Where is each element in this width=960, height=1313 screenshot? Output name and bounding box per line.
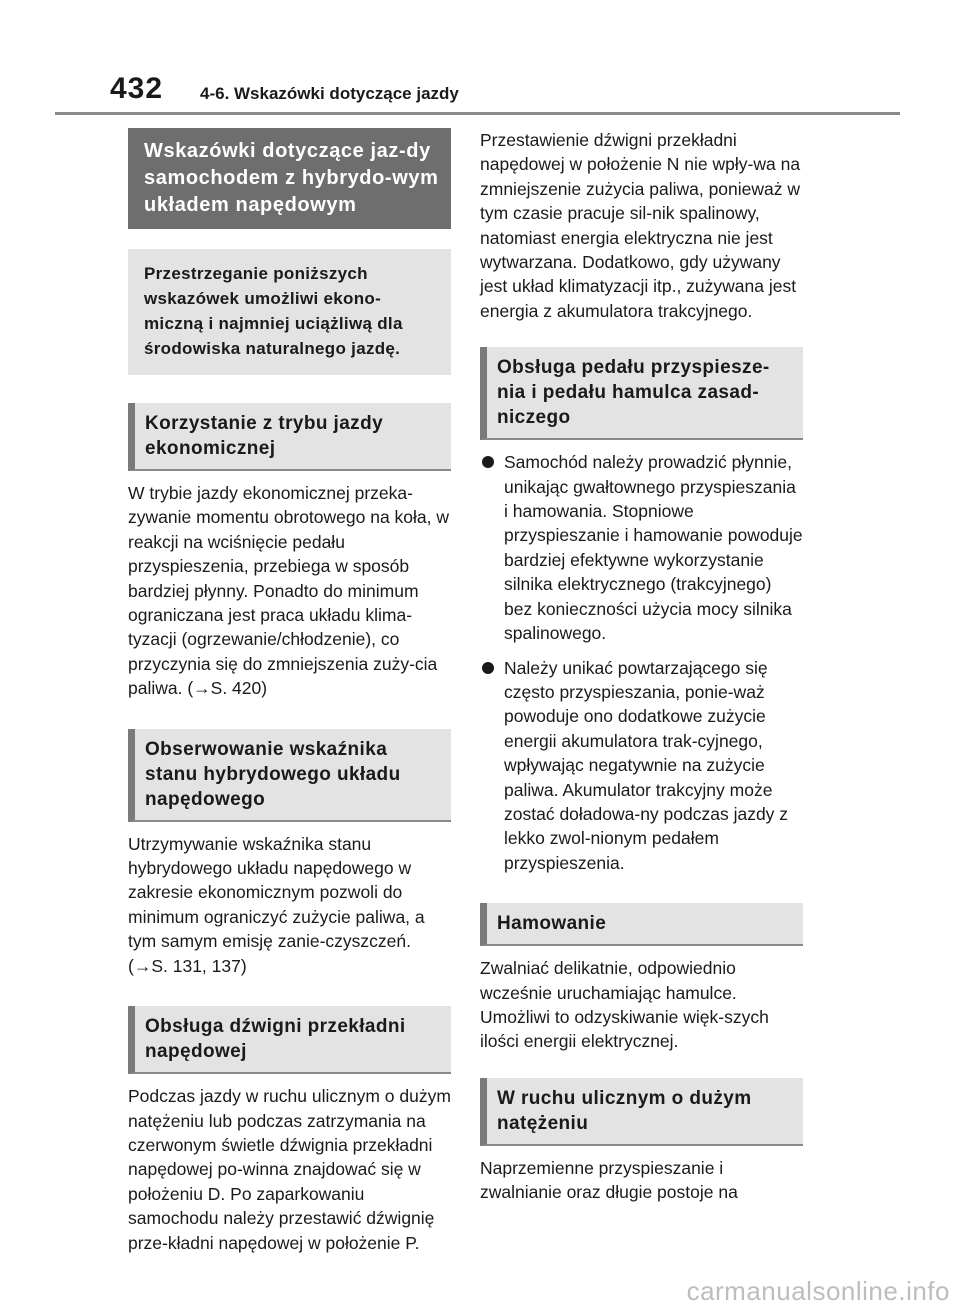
heading-braking: Hamowanie: [480, 903, 803, 946]
paragraph-shift-continued: Przestawienie dźwigni przekładni napędowej w położenie N nie wpły-wa na zmniejszenie zużycia paliwa, ponieważ w tym czasie pracuje sil-nik spalinowy, natomiast energia elektryczna nie jest wytwarzana. Dodatkowo, gdy używany jest układ klimatyzacji itp., zużywana jest energia z akumulatora trakcyjnego.: [480, 130, 801, 321]
paragraph-braking: Zwalniać delikatnie, odpowiednio wcześnie uruchamiając hamulce. Umożliwi to odzyskiwanie więk-szych ilości energii elektrycznej.: [480, 958, 769, 1052]
bullet-icon: [482, 662, 494, 674]
intro-box: Przestrzeganie poniższych wskazówek umożliwi ekono-miczną i najmniej uciążliwą dla środowiska naturalnego jazdę.: [128, 249, 451, 375]
list-item: [480, 656, 803, 876]
section-title: 4-6. Wskazówki dotyczące jazdy: [200, 84, 459, 103]
watermark: carmanualsonline.info: [686, 1276, 950, 1306]
bullet-text: Należy unikać powtarzającego się często przyspieszania, ponie-waż powoduje ono dodatkowe zużycie energii akumulatora trak-cyjnego, wpływając negatywnie na zużycie paliwa. Akumulator trakcyjny może zostać doładowa-ny podczas jazdy z lekko zwol-nionym pedałem przyspieszenia.: [504, 657, 789, 873]
paragraph-hybrid-indicator: Utrzymywanie wskaźnika stanu hybrydowego układu napędowego w zakresie ekonomicznym pozwoli do minimum ograniczyć zużycie paliwa, a tym samym emisję zanie-czyszczeń. (→S. 131, 137): [128, 833, 425, 976]
right-column: [480, 128, 803, 1205]
heading-pedals: Obsługa pedału przyspiesze-nia i pedału hamulca zasad-niczego: [480, 347, 803, 440]
paragraph-heavy-traffic: Naprzemienne przyspieszanie i zwalnianie oraz długie postoje na: [480, 1157, 738, 1203]
chapter-title: Wskazówki dotyczące jaz-dy samochodem z hybrydo-wym układem napędowym: [128, 128, 451, 229]
bullet-icon: [482, 456, 494, 468]
list-item: [480, 450, 803, 645]
heading-shift-lever: Obsługa dźwigni przekładni napędowej: [128, 1006, 451, 1074]
heading-heavy-traffic: W ruchu ulicznym o dużym natężeniu: [480, 1078, 803, 1146]
page-header: [0, 0, 960, 120]
header-divider: [55, 112, 900, 115]
paragraph-shift-lever: Podczas jazdy w ruchu ulicznym o dużym natężeniu lub podczas zatrzymania na czerwonym świetle dźwignia przekładni napędowej po-winna znajdować się w położeniu D. Po zaparkowaniu samochodu należy przestawić dźwignię prze-kładni napędowej w położenie P.: [128, 1086, 451, 1253]
heading-eco-mode: Korzystanie z trybu jazdy ekonomicznej: [128, 403, 451, 471]
bullet-text: Samochód należy prowadzić płynnie, unikając gwałtownego przyspieszania i hamowania. Stopniowe przyspieszanie i hamowanie powoduje bardziej efektywne wykorzystanie silnika elektrycznego (trakcyjnego) bez konieczności użycia mocy silnika spalinowego.: [504, 452, 803, 644]
paragraph-eco-mode: W trybie jazdy ekonomicznej przeka-zywanie momentu obrotowego na koła, w reakcji na wciśnięcie pedału przyspieszenia, przebiega w sposób bardziej płynny. Ponadto do minimum ograniczana jest praca układu klima-tyzacji (ogrzewanie/chłodzenie), co przyczynia się do zmniejszenia zuży-cia paliwa. (→S. 420): [128, 483, 450, 699]
page-number: 432: [110, 72, 164, 105]
left-column: [128, 128, 451, 1255]
heading-hybrid-indicator: Obserwowanie wskaźnika stanu hybrydowego układu napędowego: [128, 729, 451, 822]
